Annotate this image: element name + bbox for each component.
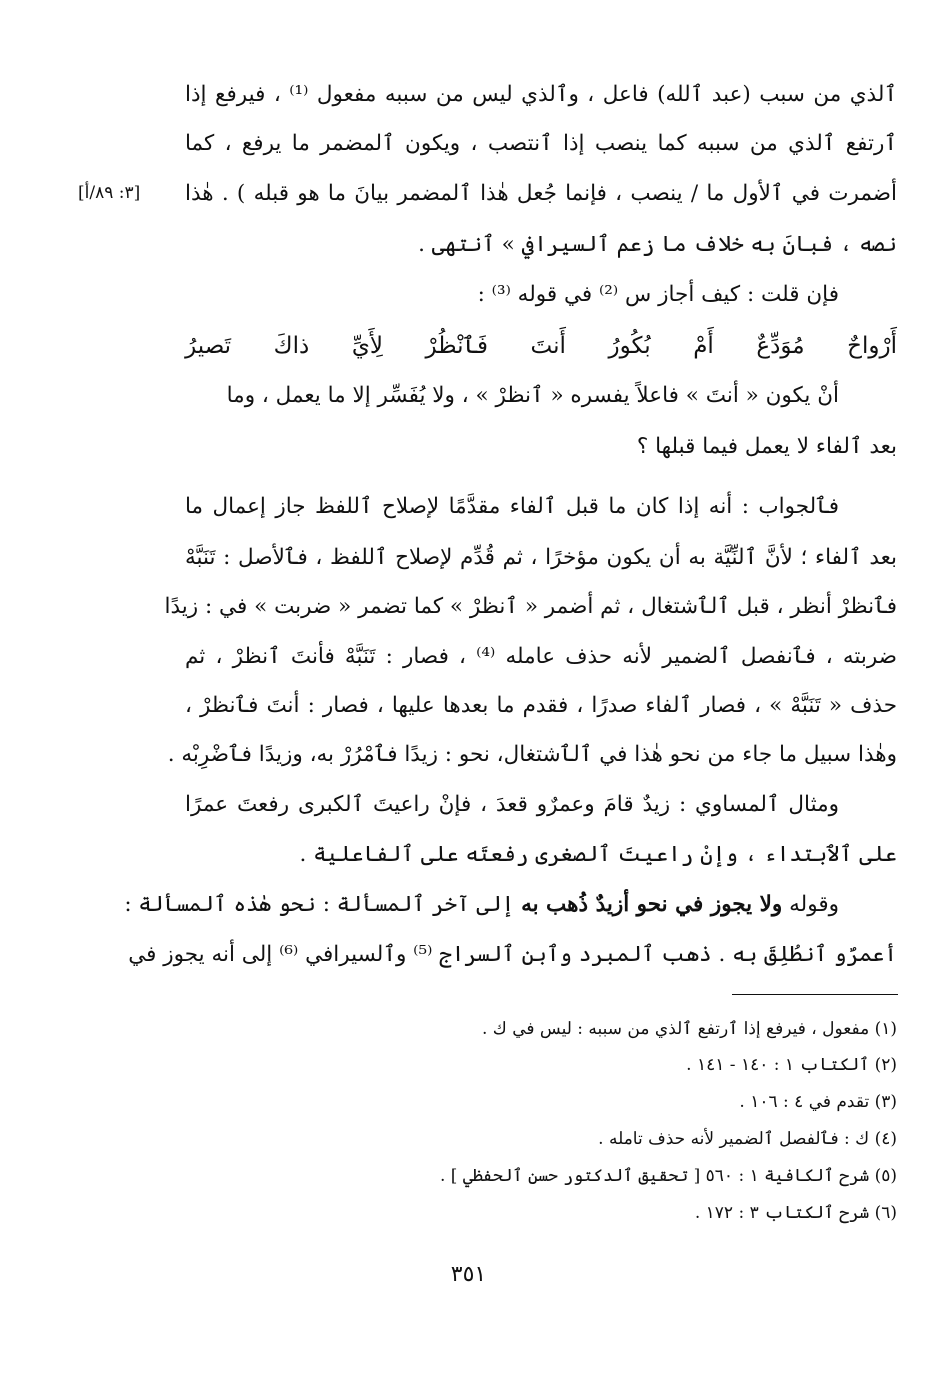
verse-word: لِأَيِّ <box>351 333 383 359</box>
text-line: وهٰذا سبيل ما جاء من نحو هٰذا في ٱلٱشتغال، نحو : زيدًا فٱمْرُرْ به، وزيدًا فٱضْرِبْه . <box>167 742 897 767</box>
footnote: (٢) ٱلكتاب ١ : ١٤٠ - ١٤١ . <box>686 1055 897 1075</box>
text-line: أعمرٌو ٱنطُلِقَ به . ذهب ٱلمبرد وٱبن ٱلسراج ⁽⁵⁾ وٱلسيرافي ⁽⁶⁾ إلى أنه يجوز في <box>128 942 897 967</box>
text-line: أنْ يكون « أنتَ » فاعلاً يفسره « ٱنظرْ » ، ولا يُفَسِّر إلا ما يعمل ، وما <box>226 383 839 408</box>
text-line: فٱنظرْ أنظر ، قبل ٱلٱشتغال ، ثم أضمر « ٱنظرْ » كما تضمر « ضربت » في : زيدًا <box>164 594 897 619</box>
text-line-with-quoted-matn <box>124 882 897 928</box>
footnote-separator <box>732 994 898 995</box>
verse-word: مُوَدِّعٌ <box>756 333 805 359</box>
verse-word: أَنتَ <box>530 333 566 359</box>
text-line: ٱلذي من سبب (عبد ٱلله) فاعل ، وٱلذي ليس من سببه مفعول ⁽¹⁾ ، فيرفع إذا <box>185 82 897 107</box>
text-line: فإن قلت : كيف أجاز س ⁽²⁾ في قوله ⁽³⁾ : <box>477 282 839 307</box>
text-line: ضربته ، فٱنفصل ٱلضمير لأنه حذف عامله ⁽⁴⁾ ، فصار : تَنَبَّهْ فأنتَ ٱنظرْ ، ثم <box>185 644 897 669</box>
footnote: (٥) شرح ٱلكافية ١ : ٥٦٠ [ تحقيق ٱلدكتور حسن ٱلحفظي ] . <box>439 1166 897 1186</box>
text-fragment: وقوله <box>789 892 839 917</box>
text-line: نصه ، فبانَ به خلاف ما زعم ٱلسيرافي » ٱنتهى . <box>418 232 897 257</box>
verse-word: أَرْواحٌ <box>847 333 897 359</box>
text-line: بعد ٱلفاء ؛ لأنَّ ٱلنِّيَّة به أن يكون مؤخرًا ، ثم قُدِّم لإصلاح ٱللفظ ، فٱلأصل : تَنَبَّهْ <box>185 545 897 570</box>
text-line: ٱرتفع ٱلذي من سببه كما ينصب إذا ٱنتصب ، ويكون ٱلمضمر ما يرفع ، كما <box>185 131 897 156</box>
page-number: ٣٥١ <box>450 1262 487 1287</box>
text-line: ومثال ٱلمساوي : زيدٌ قامَ وعمرٌو قعدَ ، فإنْ راعيتَ ٱلكبرى رفعتَ عمرًا <box>185 792 839 817</box>
marginal-manuscript-reference: [٣: ٨٩/أ] <box>78 183 141 203</box>
text-line: حذف « تَنَبَّهْ » ، فصار ٱلفاء صدرًا ، فقدم ما بعدها عليها ، فصار : أنتَ فٱنظرْ ، <box>185 693 897 718</box>
footnote: (٤) ك : فٱلفصل ٱلضمير لأنه حذف تامله . <box>598 1129 897 1149</box>
verse-word: فَٱنْظُرْ <box>425 333 488 359</box>
poetry-verse <box>185 323 897 369</box>
footnote: (١) مفعول ، فيرفع إذا ٱرتفع ٱلذي من سببه : ليس في ك . <box>481 1019 897 1039</box>
footnote: (٣) تقدم في ٤ : ١٠٦ . <box>739 1092 897 1112</box>
text-line: على ٱلٱبتداء ، وإنْ راعيتَ ٱلصغرى رفعتَه على ٱلفاعلية . <box>299 842 897 867</box>
verse-word: ذاكَ <box>273 333 310 359</box>
text-line: بعد ٱلفاء لا يعمل فيما قبلها ؟ <box>636 434 897 459</box>
verse-word: بُكُورُ <box>608 333 651 359</box>
text-line: فٱلجواب : أنه إذا كان ما قبل ٱلفاء مقدَّمًا لإصلاح ٱللفظ جاز إعمال ما <box>185 494 839 519</box>
text-fragment: إلى آخر ٱلمسألة : نحو هٰذه ٱلمسألة : <box>124 892 515 917</box>
footnote: (٦) شرح ٱلكتاب ٣ : ١٧٢ . <box>694 1203 897 1223</box>
verse-word: تَصيرُ <box>185 333 232 359</box>
quoted-matn-bold: ولا يجوز في نحو أزيدٌ ذُهب به <box>521 892 783 917</box>
text-line: أضمرت في ٱلأول ما / ينصب ، فإنما جُعل هٰذا ٱلمضمر بيانَ ما هو قبله ) . هٰذا <box>185 181 897 206</box>
verse-word: أَمْ <box>693 333 714 359</box>
